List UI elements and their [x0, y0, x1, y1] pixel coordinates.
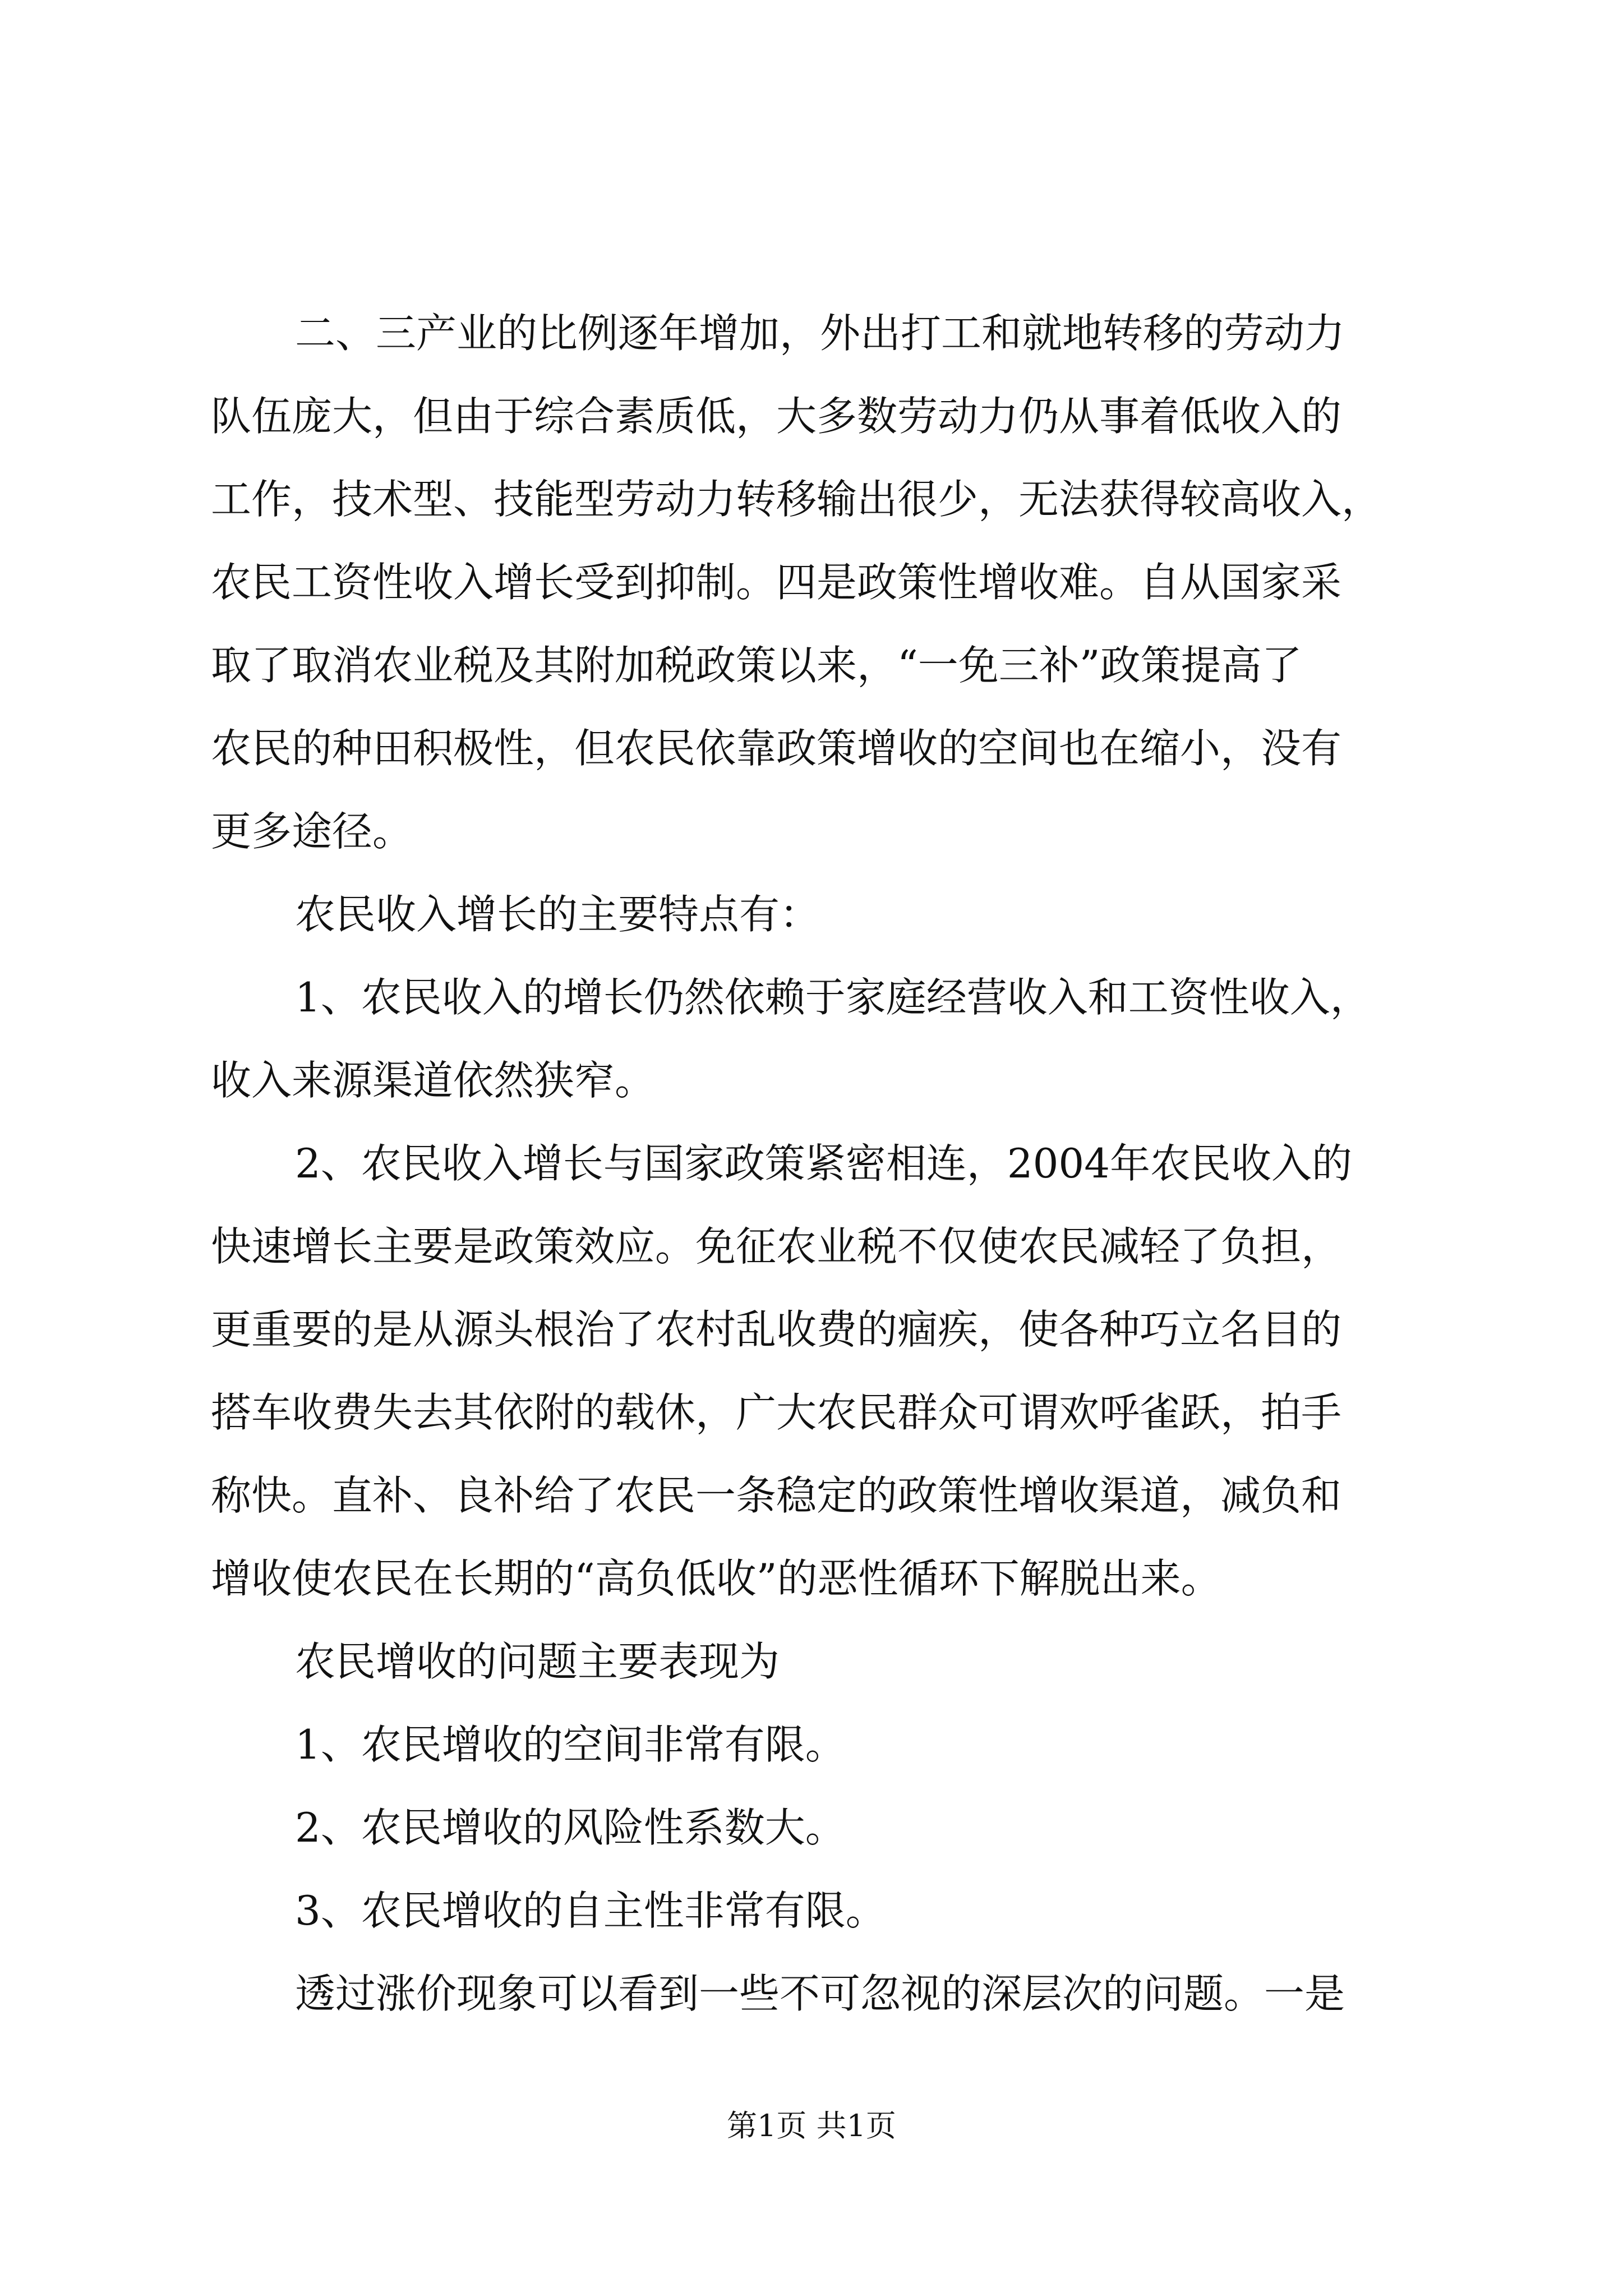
text-line: 收入来源渠道依然狭窄。 — [211, 1057, 656, 1104]
text-line: 更重要的是从源头根治了农村乱收费的痼疾，使各种巧立名目的 — [211, 1306, 1342, 1353]
list-item: 1、农民收入的增长仍然依赖于家庭经营收入和工资性收入， — [295, 974, 1371, 1021]
text-line: 透过涨价现象可以看到一些不可忽视的深层次的问题。一是 — [295, 1970, 1345, 2017]
text-line: 搭车收费失去其依附的载休，广大农民群众可谓欢呼雀跃，拍手 — [211, 1389, 1342, 1436]
section-heading: 农民增收的问题主要表现为 — [295, 1638, 780, 1685]
list-item: 3、农民增收的自主性非常有限。 — [295, 1887, 886, 1934]
page-number-footer: 第1页 共1页 — [727, 2108, 896, 2143]
text-line: 工作，技术型、技能型劳动力转移输出很少，无法获得较高收入， — [211, 476, 1382, 523]
text-line: 快速增长主要是政策效应。免征农业税不仅使农民减轻了负担， — [211, 1223, 1342, 1270]
text-line: 增收使农民在长期的“高负低收”的恶性循环下解脱出来。 — [211, 1555, 1221, 1602]
text-line: 称快。直补、良补给了农民一条稳定的政策性增收渠道，减负和 — [211, 1472, 1342, 1519]
list-item: 2、农民收入增长与国家政策紧密相连，2004年农民收入的 — [295, 1140, 1353, 1187]
body-text — [211, 292, 1417, 2035]
section-heading: 农民收入增长的主要特点有： — [295, 891, 820, 938]
text-line: 更多途径。 — [211, 808, 413, 855]
text-line: 二、三产业的比例逐年增加，外出打工和就地转移的劳动力 — [295, 310, 1345, 357]
list-item: 2、农民增收的风险性系数大。 — [295, 1804, 846, 1851]
list-item: 1、农民增收的空间非常有限。 — [295, 1721, 846, 1768]
text-line: 农民的种田积极性，但农民依靠政策增收的空间也在缩小，没有 — [211, 725, 1342, 772]
text-line: 农民工资性收入增长受到抑制。四是政策性增收难。自从国家采 — [211, 559, 1342, 606]
text-line: 取了取消农业税及其附加税政策以来，“一免三补”政策提高了 — [211, 642, 1302, 689]
text-line: 队伍庞大，但由于综合素质低，大多数劳动力仍从事着低收入的 — [211, 393, 1342, 440]
